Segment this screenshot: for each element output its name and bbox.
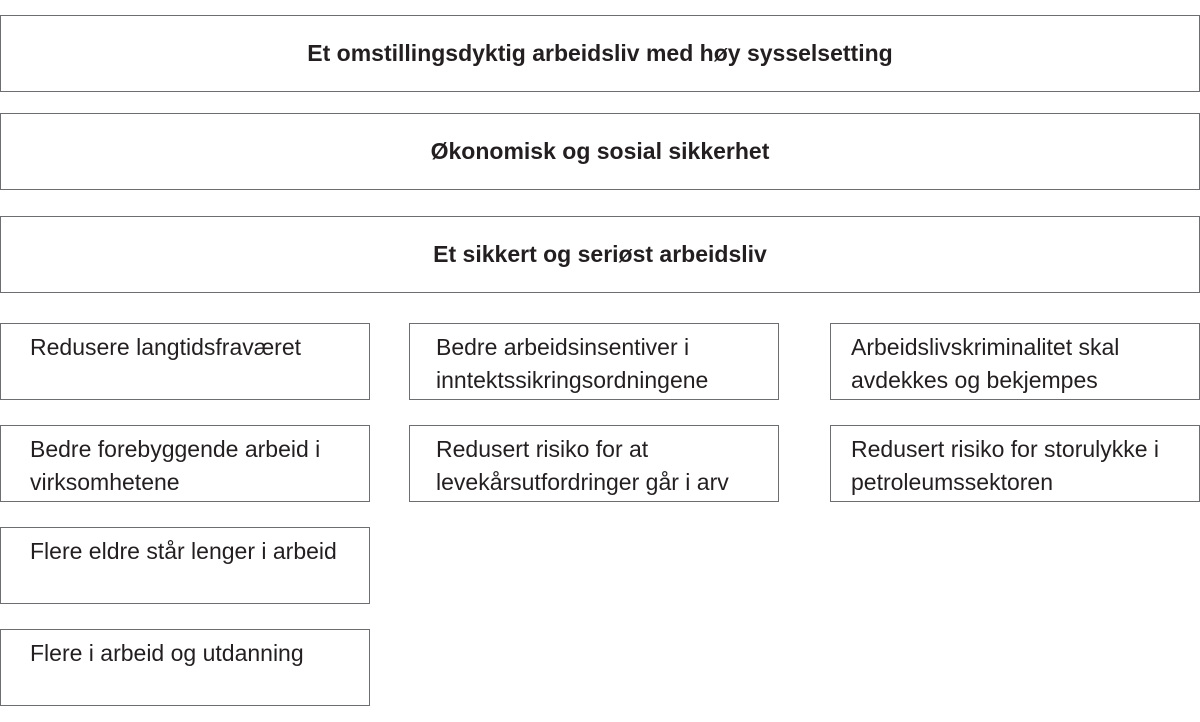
- subgoal-label: Flere eldre står lenger i arbeid: [30, 538, 337, 564]
- subgoal-label: Redusere langtidsfraværet: [30, 334, 302, 360]
- goal-box-serious-worklife: [0, 216, 1200, 293]
- subgoal-box: [830, 323, 1200, 400]
- subgoal-label: Bedre arbeidsinsentiver i inntektssikringsordningene: [436, 334, 709, 393]
- subgoal-box: [0, 629, 370, 706]
- subgoal-label: Redusert risiko for at levekårsutfordringer går i arv: [436, 436, 729, 495]
- subgoal-label: Arbeidslivskriminalitet skal avdekkes og bekjempes: [851, 334, 1120, 393]
- subgoal-label: Redusert risiko for storulykke i petroleumssektoren: [851, 436, 1160, 495]
- subgoal-box: [409, 425, 779, 502]
- goal-box-security: [0, 113, 1200, 190]
- subgoal-box: [830, 425, 1200, 502]
- subgoal-box: [409, 323, 779, 400]
- subgoal-label: Bedre forebyggende arbeid i virksomhetene: [30, 436, 321, 495]
- subgoal-box: [0, 425, 370, 502]
- subgoal-label: Flere i arbeid og utdanning: [30, 640, 304, 666]
- subgoal-box: [0, 527, 370, 604]
- goal-label: Et omstillingsdyktig arbeidsliv med høy sysselsetting: [307, 40, 893, 66]
- subgoal-box: [0, 323, 370, 400]
- goal-box-employment: [0, 15, 1200, 92]
- goal-label: Økonomisk og sosial sikkerhet: [430, 138, 770, 164]
- goal-label: Et sikkert og seriøst arbeidsliv: [433, 241, 767, 267]
